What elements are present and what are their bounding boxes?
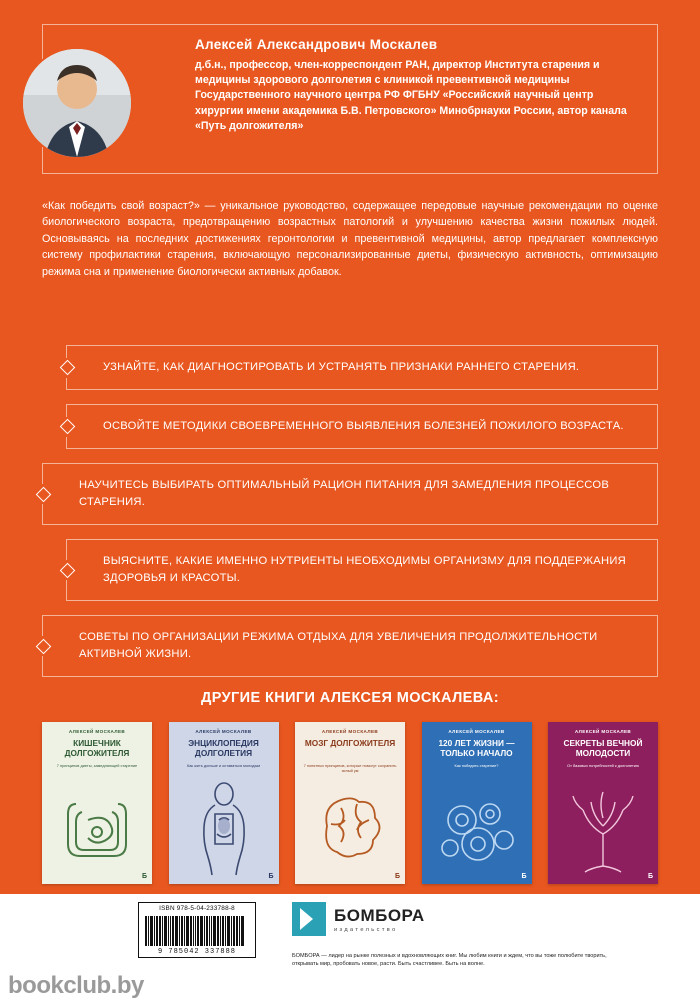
barcode-bars: [145, 916, 249, 946]
publisher-name: БОМБОРА: [334, 905, 425, 925]
publisher-blurb: БОМБОРА — лидер на рынке полезных и вдохновляющих книг. Мы любим книги и ждем, что вы тоже полюбите творить, открывать мир, пробовать новое, расти. Быть счастливее. Быть на волне.: [292, 953, 607, 967]
book-title: СЕКРЕТЫ ВЕЧНОЙ МОЛОДОСТИ: [563, 738, 643, 758]
book-author: АЛЕКСЕЙ МОСКАЛЕВ: [448, 729, 505, 734]
isbn-barcode: [138, 902, 256, 958]
isbn-text: ISBN 978-5-04-233788-8: [159, 905, 235, 912]
author-description: д.б.н., профессор, член-корреспондент РАН, директор Института старения и медицины здорового долголетия с клиникой превентивной медицины Государственного научного центра РФ ФГБНУ «Российский научный центр хирургии имени академика Б.В. Петровского» Минобрнауки России, автор канала «Путь долгожителя»: [195, 59, 627, 132]
cells-icon: [422, 774, 532, 878]
list-item-label: НАУЧИТЕСЬ ВЫБИРАТЬ ОПТИМАЛЬНЫЙ РАЦИОН ПИТАНИЯ ДЛЯ ЗАМЕДЛЕНИЯ ПРОЦЕССОВ СТАРЕНИЯ.: [79, 479, 610, 508]
list-item-label: ОСВОЙТЕ МЕТОДИКИ СВОЕВРЕМЕННОГО ВЫЯВЛЕНИЯ БОЛЕЗНЕЙ ПОЖИЛОГО ВОЗРАСТА.: [103, 420, 624, 432]
book-author: АЛЕКСЕЙ МОСКАЛЕВ: [574, 729, 632, 734]
book-subtitle: 7 понятных принципов, которые помогут сохранить ясный ум: [303, 763, 397, 774]
footer: [0, 894, 700, 1004]
publisher-logo: Б: [394, 873, 400, 880]
list-item-label: УЗНАЙТЕ, КАК ДИАГНОСТИРОВАТЬ И УСТРАНЯТЬ ПРИЗНАКИ РАННЕГО СТАРЕНИЯ.: [103, 361, 580, 373]
book-title: МОЗГ ДОЛГОЖИТЕЛЯ: [304, 738, 396, 748]
diamond-bullet-icon: [33, 484, 53, 504]
publisher-logo: Б: [141, 873, 147, 880]
book-title: КИШЕЧНИК ДОЛГОЖИТЕЛЯ: [64, 738, 130, 758]
list-item-label: ВЫЯСНИТЕ, КАКИЕ ИМЕННО НУТРИЕНТЫ НЕОБХОДИМЫ ОРГАНИЗМУ ДЛЯ ПОДДЕРЖАНИЯ ЗДОРОВЬЯ И КРАСОТЫ.: [103, 555, 626, 584]
publisher-logo: Б: [647, 873, 653, 880]
isbn-number: 9 785042 337888: [157, 948, 236, 956]
list-item: [66, 404, 658, 449]
list-item: [66, 345, 658, 390]
book-cover-item[interactable]: [169, 722, 279, 884]
author-text: [195, 37, 639, 134]
book-title: ЭНЦИКЛОПЕДИЯ ДОЛГОЛЕТИЯ: [188, 738, 259, 758]
book-author: АЛЕКСЕЙ МОСКАЛЕВ: [68, 729, 126, 734]
publisher-logo: Б: [521, 873, 527, 880]
brain-icon: [295, 774, 405, 878]
bullet-list: [42, 345, 658, 691]
book-author: АЛЕКСЕЙ МОСКАЛЕВ: [321, 729, 379, 734]
diamond-bullet-icon: [33, 636, 53, 656]
book-cover-item[interactable]: [42, 722, 152, 884]
list-item: [42, 615, 658, 677]
author-name: Алексей Александрович Москалев: [195, 37, 438, 52]
book-title: 120 ЛЕТ ЖИЗНИ — ТОЛЬКО НАЧАЛО: [438, 738, 515, 758]
publisher-subtitle: издательство: [334, 926, 398, 933]
publisher-block: [292, 902, 425, 936]
publisher-logo: Б: [268, 873, 274, 880]
list-item-label: СОВЕТЫ ПО ОРГАНИЗАЦИИ РЕЖИМА ОТДЫХА ДЛЯ УВЕЛИЧЕНИЯ ПРОДОЛЖИТЕЛЬНОСТИ АКТИВНОЙ ЖИЗНИ.: [79, 631, 598, 660]
intestine-icon: [42, 774, 152, 878]
tree-icon: [548, 774, 658, 878]
annotation-text: «Как победить свой возраст?» — уникальное руководство, содержащее передовые научные рекомендации по оценке биологического возраста, предотвращению возрастных патологий и улучшению качества жизни пожилых людей. Основываясь на последних достижениях геронтологии и превентивной медицины, автор предлагает комплексную систему профилактики старения, включающую персонализированные диеты, физическую активность, оптимизацию режима сна и применение биологически активных добавок.: [42, 200, 658, 278]
bombora-logo-icon: [292, 902, 326, 936]
diamond-bullet-icon: [57, 358, 77, 378]
other-books-list: [42, 722, 658, 884]
diamond-bullet-icon: [57, 417, 77, 437]
book-cover-item[interactable]: [295, 722, 405, 884]
list-item: [66, 539, 658, 601]
diamond-bullet-icon: [57, 560, 77, 580]
book-author: АЛЕКСЕЙ МОСКАЛЕВ: [195, 729, 252, 734]
book-subtitle: Как победить старение?: [454, 763, 499, 768]
book-cover-item[interactable]: [422, 722, 532, 884]
watermark: bookclub.by: [8, 972, 144, 999]
book-subtitle: 7 принципов диеты, замедляющей старение: [56, 763, 138, 768]
book-cover-item[interactable]: [548, 722, 658, 884]
author-block: [42, 24, 658, 174]
book-subtitle: Как жить дольше и оставаться молодым: [186, 763, 261, 768]
human-body-icon: [169, 774, 279, 878]
book-subtitle: От базовых потребностей к долголетию: [567, 763, 639, 768]
avatar: [21, 47, 133, 159]
list-item: [42, 463, 658, 525]
other-books-title: ДРУГИЕ КНИГИ АЛЕКСЕЯ МОСКАЛЕВА:: [201, 690, 499, 706]
